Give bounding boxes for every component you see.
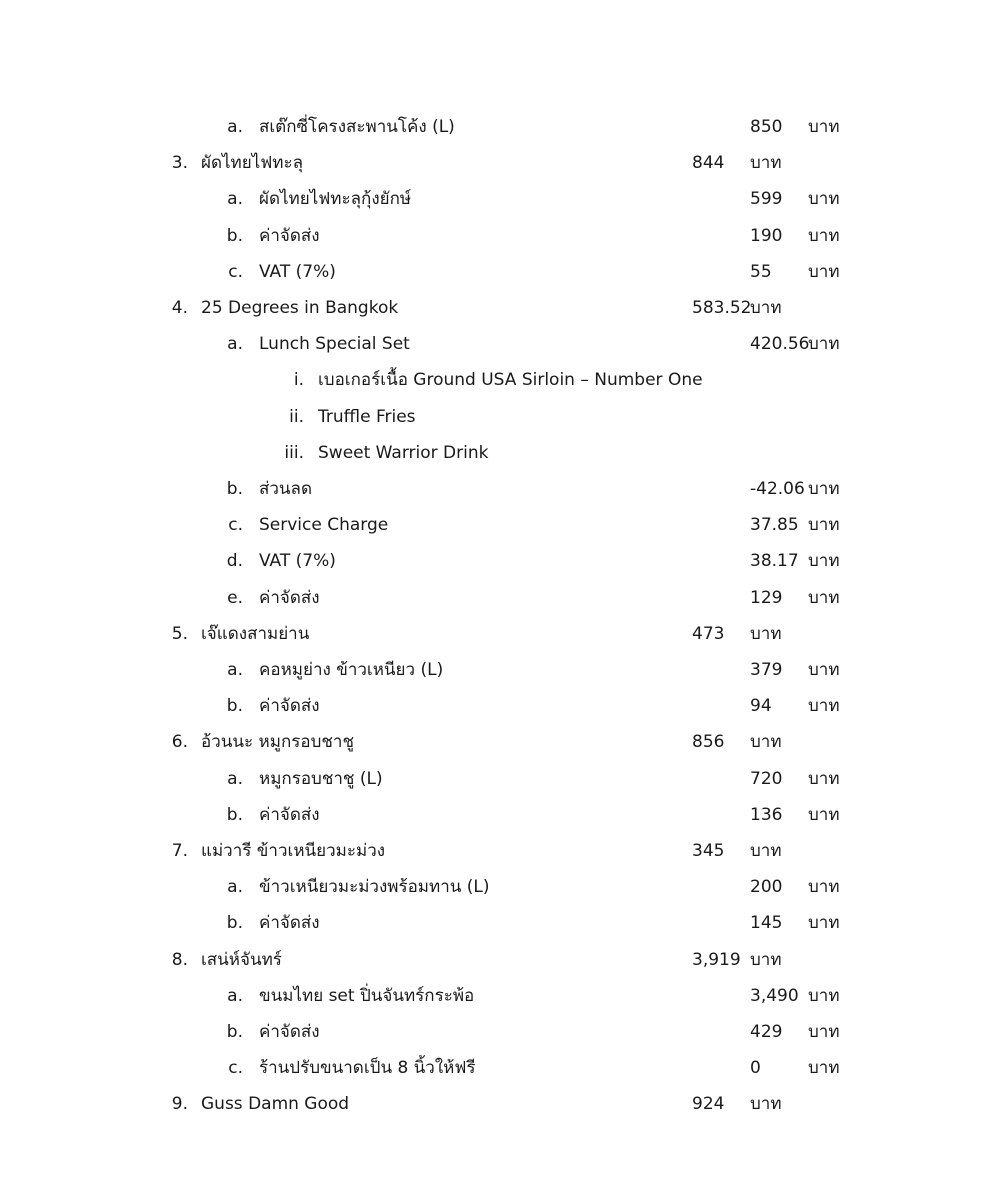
currency-unit: บาท [808,805,840,825]
amount-value: 136 [750,805,783,825]
item-row [0,978,981,1014]
amount-value: 55 [750,262,772,282]
item-row [0,580,981,616]
item-label: หมูกรอบชาชู (L) [259,769,383,789]
amount-value: 190 [750,226,783,246]
item-label: ผัดไทยไฟทะลุ [201,153,304,173]
amount-value: 3,490 [750,986,799,1006]
item-row [0,181,981,217]
item-row [0,218,981,254]
item-label: ค่าจัดส่ง [259,226,320,246]
item-label: VAT (7%) [259,551,336,571]
list-marker: a. [227,334,243,354]
list-marker: i. [293,370,304,390]
item-label: สเต๊กซี่โครงสะพานโค้ง (L) [259,117,455,137]
currency-unit: บาท [808,479,840,499]
item-row [0,507,981,543]
item-label: ส่วนลด [259,479,313,499]
currency-unit: บาท [750,732,782,752]
item-label: VAT (7%) [259,262,336,282]
list-marker: a. [227,877,243,897]
list-marker: b. [226,805,243,825]
amount-value: 583.52 [692,298,752,318]
list-marker: 9. [171,1094,188,1114]
list-marker: d. [226,551,243,571]
item-label: ผัดไทยไฟทะลุกุ้งยักษ์ [259,189,412,209]
amount-value: 924 [692,1094,725,1114]
currency-unit: บาท [808,1058,840,1078]
list-marker: b. [226,1022,243,1042]
currency-unit: บาท [808,189,840,209]
currency-unit: บาท [808,588,840,608]
shop-row [0,1086,981,1122]
amount-value: 844 [692,153,725,173]
amount-value: 599 [750,189,783,209]
item-row [0,109,981,145]
item-label: Sweet Warrior Drink [318,443,489,463]
amount-value: 200 [750,877,783,897]
list-marker: c. [228,1058,243,1078]
amount-value: 145 [750,913,783,933]
currency-unit: บาท [808,226,840,246]
item-row [0,688,981,724]
item-label: ร้านปรับขนาดเป็น 8 นิ้วให้ฟรี [259,1058,476,1078]
currency-unit: บาท [750,950,782,970]
list-marker: ii. [289,407,304,427]
list-marker: 4. [171,298,188,318]
item-label: คอหมูย่าง ข้าวเหนียว (L) [259,660,444,680]
list-marker: 8. [171,950,188,970]
shop-row [0,145,981,181]
currency-unit: บาท [808,696,840,716]
item-label: 25 Degrees in Bangkok [201,298,399,318]
amount-value: -42.06 [750,479,805,499]
amount-value: 3,919 [692,950,741,970]
list-marker: a. [227,660,243,680]
list-marker: a. [227,189,243,209]
currency-unit: บาท [808,877,840,897]
item-label: ค่าจัดส่ง [259,805,320,825]
item-label: ค่าจัดส่ง [259,913,320,933]
item-label: ค่าจัดส่ง [259,696,320,716]
list-marker: b. [226,226,243,246]
list-marker: a. [227,769,243,789]
currency-unit: บาท [808,913,840,933]
currency-unit: บาท [808,551,840,571]
amount-value: 129 [750,588,783,608]
amount-value: 379 [750,660,783,680]
amount-value: 0 [750,1058,761,1078]
sub-item-row [0,435,981,471]
item-row [0,254,981,290]
item-label: เสน่ห์จันทร์ [201,950,282,970]
currency-unit: บาท [808,986,840,1006]
item-label: ข้าวเหนียวมะม่วงพร้อมทาน (L) [259,877,490,897]
list-marker: c. [228,515,243,535]
item-label: เจ๊แดงสามย่าน [201,624,310,644]
list-marker: 3. [171,153,188,173]
item-label: แม่วารี ข้าวเหนียวมะม่วง [201,841,386,861]
sub-item-row [0,362,981,398]
list-marker: a. [227,986,243,1006]
list-marker: b. [226,479,243,499]
item-label: ค่าจัดส่ง [259,588,320,608]
currency-unit: บาท [750,624,782,644]
item-label: ขนมไทย set ปิ่นจันทร์กระพ้อ [259,986,475,1006]
list-marker: b. [226,696,243,716]
shop-row [0,724,981,760]
shop-row [0,833,981,869]
amount-value: 37.85 [750,515,799,535]
item-row [0,869,981,905]
amount-value: 856 [692,732,725,752]
item-row [0,326,981,362]
amount-value: 94 [750,696,772,716]
shop-row [0,290,981,326]
list-marker: 5. [171,624,188,644]
item-row [0,761,981,797]
item-row [0,1050,981,1086]
item-row [0,905,981,941]
item-row [0,1014,981,1050]
currency-unit: บาท [808,769,840,789]
currency-unit: บาท [808,117,840,137]
amount-value: 850 [750,117,783,137]
shop-row [0,616,981,652]
list-marker: 7. [171,841,188,861]
currency-unit: บาท [808,660,840,680]
currency-unit: บาท [750,841,782,861]
currency-unit: บาท [808,262,840,282]
list-marker: iii. [284,443,304,463]
currency-unit: บาท [808,334,840,354]
item-label: Lunch Special Set [259,334,410,354]
amount-value: 429 [750,1022,783,1042]
shop-row [0,942,981,978]
list-marker: e. [227,588,243,608]
amount-value: 473 [692,624,725,644]
item-label: Guss Damn Good [201,1094,350,1114]
item-label: อ้วนนะ หมูกรอบชาชู [201,732,354,752]
list-marker: b. [226,913,243,933]
amount-value: 38.17 [750,551,799,571]
currency-unit: บาท [750,153,782,173]
list-marker: c. [228,262,243,282]
amount-value: 345 [692,841,725,861]
amount-value: 720 [750,769,783,789]
list-marker: a. [227,117,243,137]
currency-unit: บาท [808,1022,840,1042]
sub-item-row [0,399,981,435]
item-label: Truffle Fries [318,407,416,427]
item-row [0,652,981,688]
amount-value: 420.56 [750,334,810,354]
item-row [0,471,981,507]
currency-unit: บาท [750,1094,782,1114]
item-row [0,543,981,579]
currency-unit: บาท [750,298,782,318]
item-label: Service Charge [259,515,389,535]
list-marker: 6. [171,732,188,752]
item-label: ค่าจัดส่ง [259,1022,320,1042]
currency-unit: บาท [808,515,840,535]
item-row [0,797,981,833]
item-label: เบอเกอร์เนื้อ Ground USA Sirloin – Number One [318,370,703,390]
